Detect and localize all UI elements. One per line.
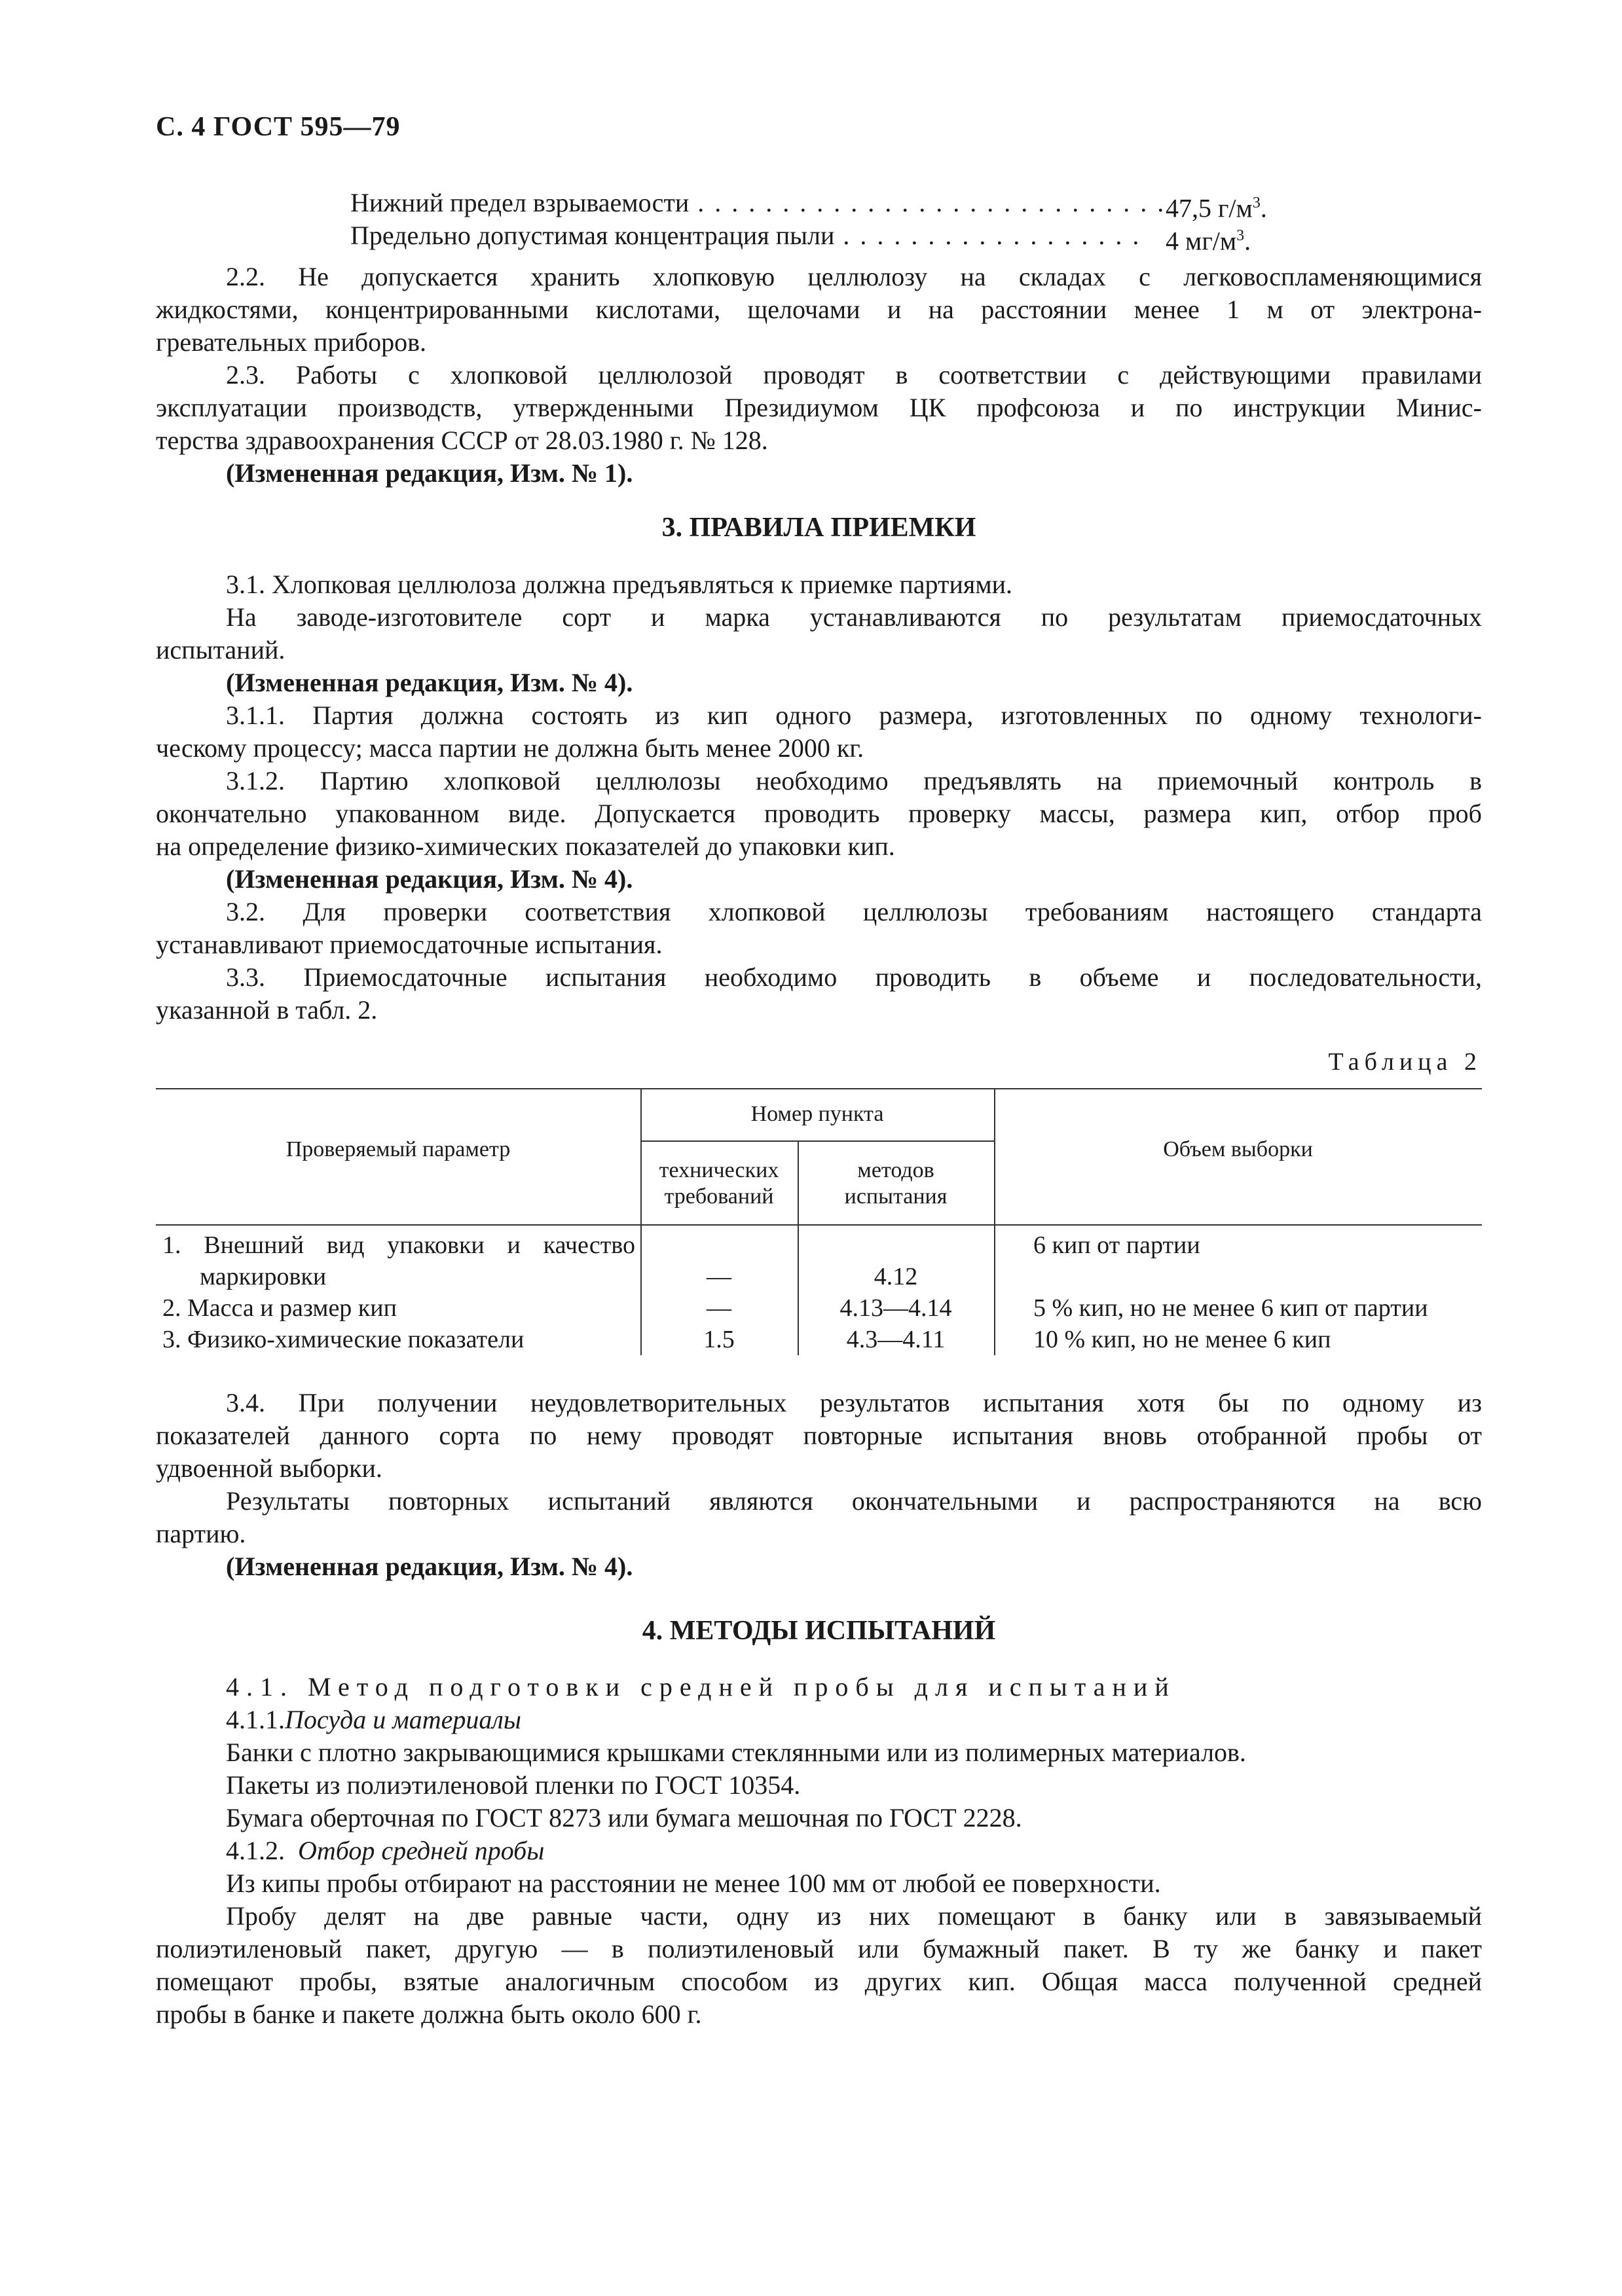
amendment-note: (Измененная редакция, Изм. № 4). [226,864,633,894]
limit-label: Предельно допустимая концентрация пыли [350,221,835,250]
amendment-note: (Измененная редакция, Изм. № 1). [226,458,633,488]
table-cell-method: 4.13—4.14 [839,1294,952,1322]
table-rule-v3 [994,1088,995,1355]
table-cell-volume: 6 кип от партии [1033,1231,1200,1259]
para-3-4-line: 3.4. При получении неудовлетворительных результатов испытания хотя бы по одному из [226,1388,1482,1417]
para-3-1-2-line: окончательно упакованном виде. Допускается проводить проверку массы, размера кип, отбор проб [156,799,1482,828]
para-2-3-line: 2.3. Работы с хлопковой целлюлозой проводят в соответствии с действующими правилами [226,360,1482,390]
section-4-title: 4. МЕТОДЫ ИСПЫТАНИЙ [642,1616,996,1646]
table-rule-header [156,1224,1482,1226]
limit-value: 47,5 г/м [1166,193,1253,223]
limit-sup: 3 [1252,194,1261,211]
para-4-1-2a: Из кипы пробы отбирают на расстоянии не менее 100 мм от любой ее поверхности. [226,1868,1161,1898]
para-4-1-2b-line: помещают пробы, взятые аналогичным способом из других кип. Общая масса полученной средней [156,1967,1482,1996]
table-cell-param: 3. Физико-химические показатели [162,1326,525,1353]
table-header-tech [640,1157,798,1210]
table-header-group: Номер пункта [750,1102,884,1126]
header-line: требований [664,1184,774,1209]
para-3-2-line: 3.2. Для проверки соответствия хлопковой целлюлозы требованиям настоящего стандарта [226,897,1482,926]
para-3-4-line: удвоенной выборки. [156,1453,382,1483]
limit-line-1 [350,187,1166,219]
para-3-1-1-line: 3.1.1. Партия должна состоять из кип одного размера, изготовленных по одному технологи- [226,701,1482,730]
para-3-3-line: указанной в табл. 2. [156,995,378,1025]
limit-tail: . [1244,226,1251,256]
para-3-3-line: 3.3. Приемосдаточные испытания необходимо проводить в объеме и последовательности, [226,962,1482,992]
amendment-note: (Измененная редакция, Изм. № 4). [226,1552,633,1581]
para-3-2-line: устанавливают приемосдаточные испытания. [156,930,663,959]
limit-leader: . . . . . . . . . . . . . . . . . . . . . . . . . . . . [689,188,1166,217]
para-3-4b-line: Результаты повторных испытаний являются окончательными и распространяются на всю [226,1486,1482,1516]
para-3-1b-line: испытаний. [156,635,286,665]
para-4-1-2b-line: пробы в банке и пакете должна быть около 600 г. [156,1999,702,2029]
table-cell-param: маркировки [200,1263,327,1290]
table-cell-method: 4.12 [874,1263,918,1290]
header-line: методов [857,1158,934,1182]
materials-item: Бумага оберточная по ГОСТ 8273 или бумага мешочная по ГОСТ 2228. [226,1803,1022,1832]
limit-label: Нижний предел взрываемости [350,188,690,217]
table-header-param: Проверяемый параметр [286,1137,511,1161]
para-2-3-line: терства здравоохранения СССР от 28.03.1980 г. № 128. [156,426,768,455]
para-3-1-1-line: ческому процессу; масса партии не должна быть менее 2000 кг. [156,733,864,763]
table-cell-param: 2. Масса и размер кип [162,1294,397,1322]
table-cell-tech: — [707,1294,731,1322]
para-4-1-2b-line: Пробу делят на две равные части, одну из них помещают в банку или в завязываемый [226,1901,1482,1931]
para-4-1-1-number: 4.1.1. [226,1705,285,1734]
para-3-1: 3.1. Хлопковая целлюлоза должна предъявляться к приемке партиями. [226,570,1013,599]
para-4-1-1 [226,1704,521,1736]
limit-tail: . [1260,193,1267,223]
limit-value: 4 мг/м [1166,226,1237,256]
table-cell-method: 4.3—4.11 [846,1326,946,1353]
table-cell-tech: 1.5 [703,1326,735,1353]
header-line: технических [659,1158,779,1182]
para-2-2-line: гревательных приборов. [156,327,427,357]
para-4-1-1-title: Посуда и материалы [285,1705,521,1734]
para-3-1-2-line: 3.1.2. Партию хлопковой целлюлозы необходимо предъявлять на приемочный контроль в [226,766,1482,795]
para-4-1-2-title: Отбор средней пробы [298,1836,545,1865]
limit-leader: . . . . . . . . . . . . . . . . . . [834,221,1141,250]
table-cell-volume: 10 % кип, но не менее 6 кип [1033,1326,1331,1353]
para-4-1-2 [226,1834,544,1867]
table-cell-tech: — [707,1263,731,1290]
amendment-note: (Измененная редакция, Изм. № 4). [226,668,633,697]
table-caption: Таблица 2 [1328,1048,1482,1076]
para-2-2-line: жидкостями, концентрированными кислотами, щелочами и на расстоянии менее 1 м от электрона- [156,295,1482,324]
para-4-1-2-number: 4.1.2. [226,1836,285,1865]
table-header-volume: Объем выборки [1163,1137,1313,1161]
para-2-3-line: эксплуатации производств, утвержденными Президиумом ЦК профсоюза и по инструкции Минис- [156,393,1482,422]
table-cell-param: 1. Внешний вид упаковки и качество [162,1231,635,1259]
para-3-4-line: показателей данного сорта по нему проводят повторные испытания вновь отобранной пробы от [156,1421,1482,1450]
para-2-2-line: 2.2. Не допускается хранить хлопковую целлюлозу на складах с легковоспламеняющимися [226,262,1482,291]
para-3-1-2-line: на определение физико-химических показателей до упаковки кип. [156,831,895,861]
table-rule-top [156,1088,1482,1089]
table-cell-volume: 5 % кип, но не менее 6 кип от партии [1033,1294,1428,1322]
para-4-1-2b-line: полиэтиленовый пакет, другую — в полиэтиленовый или бумажный пакет. В ту же банку и пакет [156,1934,1482,1963]
page-header: С. 4 ГОСТ 595—79 [156,112,401,142]
section-3-title: 3. ПРАВИЛА ПРИЕМКИ [661,513,976,543]
limit-line-2 [350,219,1141,252]
materials-item: Банки с плотно закрывающимися крышками стеклянными или из полимерных материалов. [226,1738,1246,1767]
table-rule-group [640,1140,994,1142]
para-4-1: 4.1. Метод подготовки средней пробы для испытаний [226,1672,1176,1702]
limit-sup: 3 [1236,227,1245,244]
para-3-4b-line: партию. [156,1519,246,1548]
limit-value-2 [1166,219,1251,257]
table-header-methods [798,1157,994,1210]
header-line: испытания [844,1184,948,1209]
para-3-1b-line: На заводе-изготовителе сорт и марка устанавливаются по результатам приемосдаточных [226,602,1482,632]
materials-item: Пакеты из полиэтиленовой пленки по ГОСТ 10354. [226,1770,801,1800]
